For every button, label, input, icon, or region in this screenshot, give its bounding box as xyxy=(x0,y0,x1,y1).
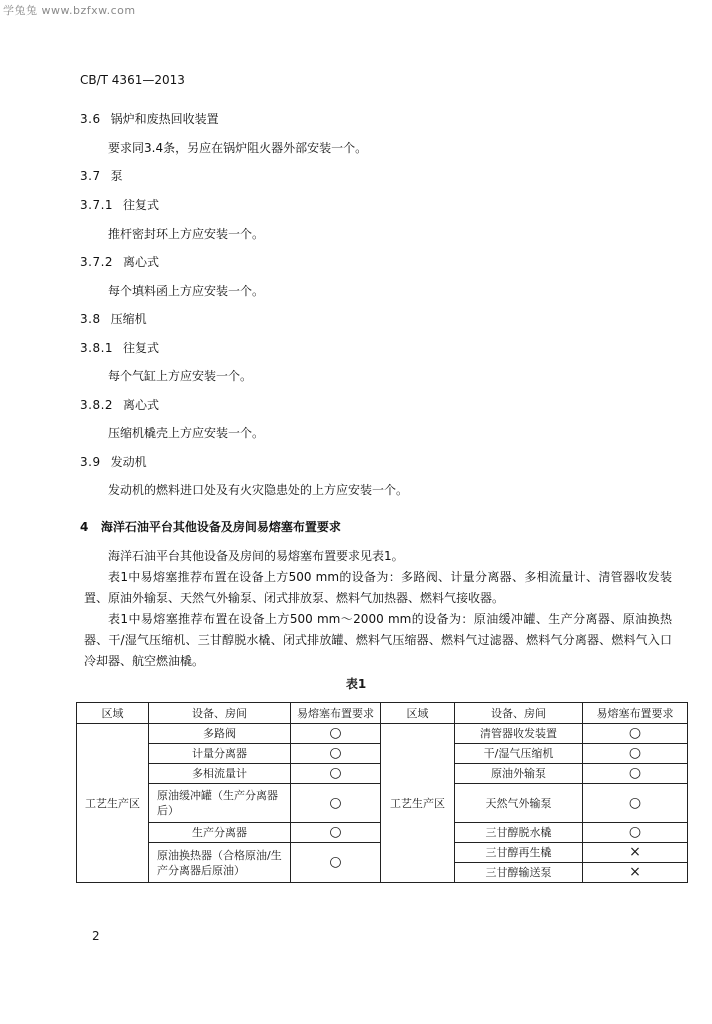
paragraph: 表1中易熔塞推荐布置在设备上方500 mm～2000 mm的设备为：原油缓冲罐、生产分离器、原油换热器、干/湿气压缩机、三甘醇脱水橇、闭式排放罐、燃料气压缩器、燃料气过滤器、燃料气分离器、燃料气入口冷却器、航空燃油橇。 xyxy=(84,612,672,668)
section-title: 泵 xyxy=(110,169,123,183)
section-number: 3.7.2 xyxy=(80,255,114,269)
equipment-cell: 原油外输泵 xyxy=(455,764,583,784)
equipment-cell: 原油换热器（合格原油/生产分离器后原油） xyxy=(149,843,291,883)
section-text: 发动机的燃料进口处及有火灾隐患处的上方应安装一个。 xyxy=(108,483,409,497)
section-number: 3.8.1 xyxy=(80,341,114,355)
chapter-heading-4 xyxy=(80,518,341,535)
section-heading-3-8-1 xyxy=(80,339,159,356)
chapter-number: 4 xyxy=(80,520,89,534)
zone-cell: 工艺生产区 xyxy=(381,724,455,883)
paragraph: 表1中易熔塞推荐布置在设备上方500 mm的设备为：多路阀、计量分离器、多相流量计、清管器收发装置、原油外输泵、天然气外输泵、闭式排放泵、燃料气加热器、燃料气接收器。 xyxy=(84,570,672,605)
requirement-cell: ○ xyxy=(583,724,688,744)
requirement-cell: ○ xyxy=(291,724,381,744)
header-cell: 区域 xyxy=(381,703,455,724)
paragraph: 海洋石油平台其他设备及房间的易熔塞布置要求见表1。 xyxy=(108,549,404,563)
section-title: 往复式 xyxy=(123,341,160,355)
section-number: 3.7 xyxy=(80,169,101,183)
section-heading-3-6 xyxy=(80,110,219,127)
section-heading-3-7-1 xyxy=(80,196,159,213)
requirement-cell: ○ xyxy=(291,784,381,823)
equipment-cell: 原油缓冲罐（生产分离器后） xyxy=(149,784,291,823)
header-cell: 设备、房间 xyxy=(149,703,291,724)
section-text: 压缩机橇壳上方应安装一个。 xyxy=(108,426,265,440)
table-header-row xyxy=(77,703,688,724)
requirement-cell: ○ xyxy=(291,744,381,764)
table-row xyxy=(77,724,688,744)
equipment-cell: 多路阀 xyxy=(149,724,291,744)
section-text: 推杆密封环上方应安装一个。 xyxy=(108,227,265,241)
requirement-cell: ○ xyxy=(583,784,688,823)
section-number: 3.6 xyxy=(80,112,101,126)
equipment-cell: 清管器收发装置 xyxy=(455,724,583,744)
requirement-cell: × xyxy=(583,843,688,863)
section-heading-3-8 xyxy=(80,310,147,327)
section-title: 压缩机 xyxy=(110,312,147,326)
requirement-cell: ○ xyxy=(583,744,688,764)
requirement-cell: ○ xyxy=(291,823,381,843)
page-number: 2 xyxy=(92,929,100,943)
section-text: 要求同3.4条，另应在锅炉阻火器外部安装一个。 xyxy=(108,141,368,155)
section-number: 3.8 xyxy=(80,312,101,326)
header-cell: 区域 xyxy=(77,703,149,724)
zone-cell: 工艺生产区 xyxy=(77,724,149,883)
table-caption: 表1 xyxy=(345,677,367,691)
standard-code: CB/T 4361—2013 xyxy=(80,73,185,87)
equipment-cell: 计量分离器 xyxy=(149,744,291,764)
section-title: 离心式 xyxy=(123,255,160,269)
equipment-cell: 生产分离器 xyxy=(149,823,291,843)
watermark-text: 学兔兔 www.bzfxw.com xyxy=(3,4,136,17)
section-title: 发动机 xyxy=(110,455,147,469)
section-heading-3-8-2 xyxy=(80,396,159,413)
section-heading-3-7 xyxy=(80,167,123,184)
requirement-cell: × xyxy=(583,863,688,883)
equipment-cell: 三甘醇再生橇 xyxy=(455,843,583,863)
equipment-cell: 多相流量计 xyxy=(149,764,291,784)
section-text: 每个填料函上方应安装一个。 xyxy=(108,284,265,298)
equipment-cell: 干/湿气压缩机 xyxy=(455,744,583,764)
header-cell: 易熔塞布置要求 xyxy=(583,703,688,724)
section-title: 锅炉和废热回收装置 xyxy=(110,112,219,126)
requirement-cell: ○ xyxy=(583,764,688,784)
equipment-cell: 三甘醇输送泵 xyxy=(455,863,583,883)
section-number: 3.8.2 xyxy=(80,398,114,412)
requirement-cell: ○ xyxy=(291,843,381,883)
equipment-cell: 三甘醇脱水橇 xyxy=(455,823,583,843)
section-title: 离心式 xyxy=(123,398,160,412)
section-title: 往复式 xyxy=(123,198,160,212)
requirement-cell: ○ xyxy=(583,823,688,843)
requirement-cell: ○ xyxy=(291,764,381,784)
section-text: 每个气缸上方应安装一个。 xyxy=(108,369,253,383)
section-heading-3-9 xyxy=(80,453,147,470)
header-cell: 易熔塞布置要求 xyxy=(291,703,381,724)
section-number: 3.7.1 xyxy=(80,198,114,212)
table-1 xyxy=(76,702,688,883)
chapter-title: 海洋石油平台其他设备及房间易熔塞布置要求 xyxy=(100,520,341,534)
equipment-cell: 天然气外输泵 xyxy=(455,784,583,823)
section-heading-3-7-2 xyxy=(80,253,159,270)
section-number: 3.9 xyxy=(80,455,101,469)
header-cell: 设备、房间 xyxy=(455,703,583,724)
